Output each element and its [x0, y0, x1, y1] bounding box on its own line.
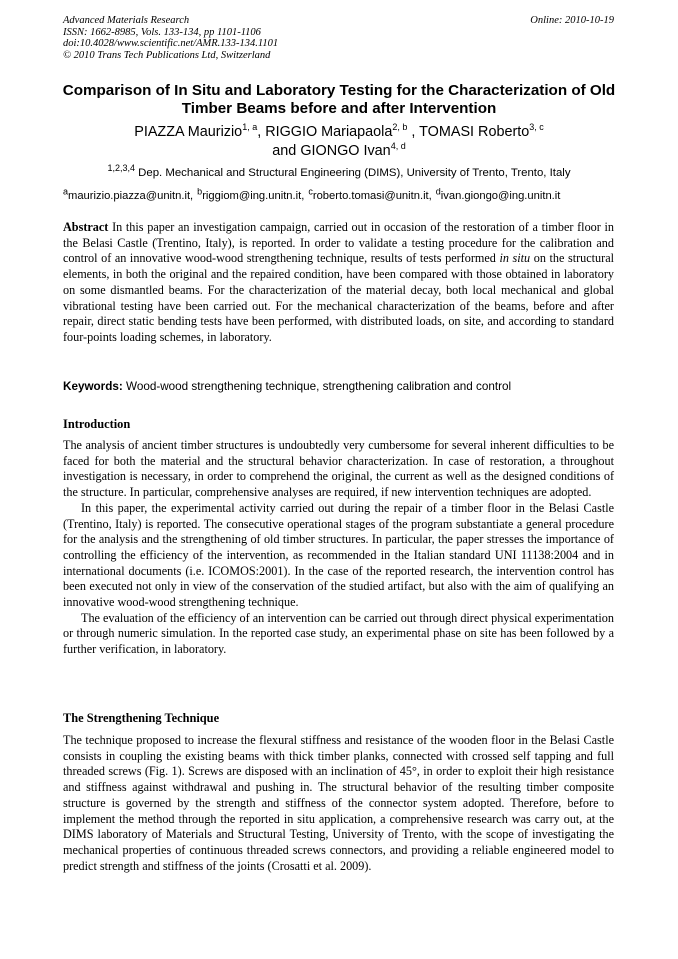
author-affil-mark: 4, d [390, 140, 406, 151]
strengthening-body [63, 733, 614, 874]
journal-name: Advanced Materials Research [63, 15, 190, 26]
paragraph: In this paper, the experimental activity carried out during the repair of a timber floor in the Belasi Castle (Trentino, Italy) is reported. The consecutive operational stages of the program substantiate a general procedure for the analysis and the strengthening of old timber structures. In particular, the paper stresses the importance of controlling the efficiency of the intervention, as recommended in the Italian standard UNI 11138:2004 and in international documents (i.e. ICOMOS:2001). In the case of the reported research, the intervention control has been executed not only in view of the conservation of the studied artifact, but also with the aim of qualifying an innovative wood-wood strengthening technique. [63, 500, 614, 610]
section-heading-introduction: Introduction [63, 417, 131, 431]
paper-title: Comparison of In Situ and Laboratory Testing for the Characterization of Old Timber Beams before and after Intervention [62, 82, 616, 117]
keywords [63, 380, 623, 394]
journal-doi: doi:10.4028/www.scientific.net/AMR.133-134.1101 [63, 38, 279, 50]
email-list: $^a$maurizio.piazza@unitn.it, $^b$riggiom@ing.unitn.it, $^c$roberto.tomasi@unitn.it, $^d$ivan.giongo@ing.unitn.it [63, 186, 561, 202]
paragraph: The evaluation of the efficiency of an intervention can be carried out through direct physical experimentation or through numeric simulation. In the reported case study, an experimental phase on site has been followed by a further verification, in laboratory. [63, 610, 614, 657]
paragraph: The analysis of ancient timber structures is undoubtedly very cumbersome for several inherent difficulties to be faced for both the material and the structural behavior characterization. In case of restoration, a throughout investigation is necessary, in order to comprehend the original, the current as well as the designed conditions of the structure. In particular, comprehensive analyses are required, if new intervention techniques are adopted. [63, 438, 614, 500]
journal-issn: ISSN: 1662-8985, Vols. 133-134, pp 1101-1106 [63, 26, 261, 38]
author-affil-mark: 3, c [529, 122, 544, 133]
journal-header [63, 15, 278, 61]
email-link[interactable]: riggiom@ing.unitn.it, [202, 190, 305, 202]
author-name: RIGGIO Mariapaola [265, 124, 393, 140]
author-affil-mark: 1, a [242, 122, 258, 133]
author-name: TOMASI Roberto [419, 124, 530, 140]
section-heading-strengthening: The Strengthening Technique [63, 711, 220, 725]
online-date: Online: 2010-10-19 [530, 15, 614, 26]
affiliation [40, 163, 638, 180]
keywords-label: Keywords: [63, 380, 123, 393]
abstract: Abstract In this paper an investigation campaign, carried out in occasion of the restoration of a timber floor in the Belasi Castle (Trentino, Italy), is reported. In order to validate a testing procedure for the calibration and control of an innovative wood-wood strengthening technique, results of tests performed in situ on the structural elements, in both the original and the repaired condition, have been compared with those obtained in laboratory on some dismantled beams. For the characterization of the material decay, both local mechanical and global vibrational testing have been carried out. For the mechanical characterization of the beams, before and after repair, direct static bending tests have been performed, with distributed loads, on site, and according to standard four-points loading schemes, in laboratory. [63, 220, 614, 344]
email-link[interactable]: maurizio.piazza@unitn.it, [68, 190, 194, 202]
keywords-text: Wood-wood strengthening technique, strengthening calibration and control [122, 380, 512, 393]
email-link[interactable]: ivan.giongo@ing.unitn.it [440, 190, 561, 202]
abstract-label: Abstract [63, 220, 109, 234]
journal-copyright: © 2010 Trans Tech Publications Ltd, Switzerland [63, 49, 271, 61]
introduction-body [63, 438, 614, 658]
affiliation-text: Dep. Mechanical and Structural Engineering (DIMS), University of Trento, Trento, Italy [134, 167, 571, 179]
author-name: PIAZZA Maurizio [134, 124, 243, 140]
paragraph: The technique proposed to increase the flexural stiffness and resistance of the wooden floor in the Belasi Castle consists in coupling the existing beams with thick timber planks, connected with crossed self tapping and full threaded screws (Fig. 1). Screws are disposed with an inclination of 45°, in order to exploit their high resistance and stiffness against withdrawal and pushing in. The structural behavior of the resulting timber composite structure is governed by the strength and stiffness of the connector system adopted. Therefore, before to implement the method through the reported in situ application, a comprehensive research was carry out, at the DIMS laboratory of Materials and Structural Testing, University of Trento, with the scope of investigating the mechanical properties of continuous threaded screws connectors, and providing a reliable engineered model to predict strength and stiffness of the joints (Crosatti et al. 2009). [63, 733, 614, 873]
email-link[interactable]: roberto.tomasi@unitn.it, [312, 190, 432, 202]
author-affil-mark: 2, b [392, 122, 408, 133]
author-name: GIONGO Ivan [300, 142, 391, 159]
affiliation-mark: 1,2,3,4 [107, 163, 135, 174]
author-list: PIAZZA Maurizio$^{1, a}$, RIGGIO Mariapaola$^{2, b}$ , TOMASI Roberto$^{3, c}$ and GIONGO Ivan$^{4, d}$ [134, 122, 544, 159]
